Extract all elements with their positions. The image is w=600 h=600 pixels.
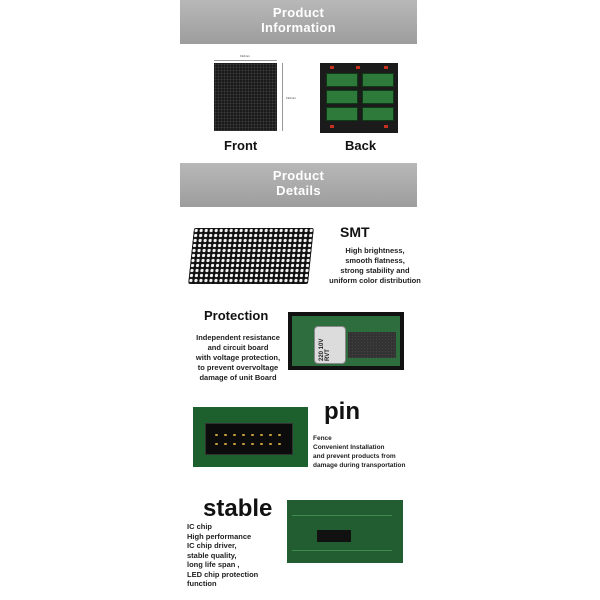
pin-heading: pin [324, 398, 360, 425]
capacitor [314, 326, 346, 364]
back-caption: Back [345, 138, 377, 153]
product-details-title: Product Details [272, 168, 325, 198]
front-panel-image [214, 63, 277, 131]
smt-description: High brightness, smooth flatness, strong stability and uniform color distribution [329, 246, 421, 285]
width-dimension-label: 192mm [240, 54, 251, 58]
capacitor-marking: 220 10V RVT [319, 338, 331, 361]
pcb-trace [292, 550, 392, 551]
protection-heading: Protection [204, 308, 269, 323]
back-pcb-module [326, 90, 358, 104]
ic-chip [317, 530, 351, 542]
back-pcb-module [326, 107, 358, 121]
protection-description: Independent resistance and circuit board with voltage protection, to prevent overvoltage damage of unit Board [195, 333, 281, 382]
stable-heading: stable [203, 495, 273, 522]
protection-capacitor-image [288, 312, 404, 370]
height-dimension-label: 192mm [286, 96, 297, 100]
height-dimension-line [282, 63, 283, 131]
back-pcb-module [362, 90, 394, 104]
back-red-marker [384, 66, 388, 69]
product-information-banner [180, 0, 417, 44]
foam-pad [348, 332, 396, 358]
back-panel-image [320, 63, 398, 133]
pin-header-connector [205, 423, 293, 455]
pcb-trace [292, 515, 392, 516]
front-caption: Front [224, 138, 258, 153]
back-red-marker [356, 66, 360, 69]
pin-row [212, 432, 286, 438]
back-pcb-module [326, 73, 358, 87]
smt-heading: SMT [340, 224, 370, 240]
pin-description: Fence Convenient Installation and prevent products from damage during transportation [313, 435, 406, 469]
stable-description: IC chip High performance IC chip driver, stable quality, long life span , LED chip protection function [187, 522, 259, 588]
pin-row [212, 441, 286, 447]
back-pcb-module [362, 73, 394, 87]
ic-chip-board-image [287, 500, 403, 563]
width-dimension-line [214, 60, 277, 61]
product-information-title: Product Information [261, 5, 336, 35]
smt-led-closeup-image [188, 228, 314, 284]
back-red-marker [330, 66, 334, 69]
pin-connector-image [193, 407, 308, 467]
protection-pcb [292, 316, 400, 366]
product-details-banner [180, 163, 417, 207]
back-pcb-module [362, 107, 394, 121]
back-red-marker [330, 125, 334, 128]
back-red-marker [384, 125, 388, 128]
